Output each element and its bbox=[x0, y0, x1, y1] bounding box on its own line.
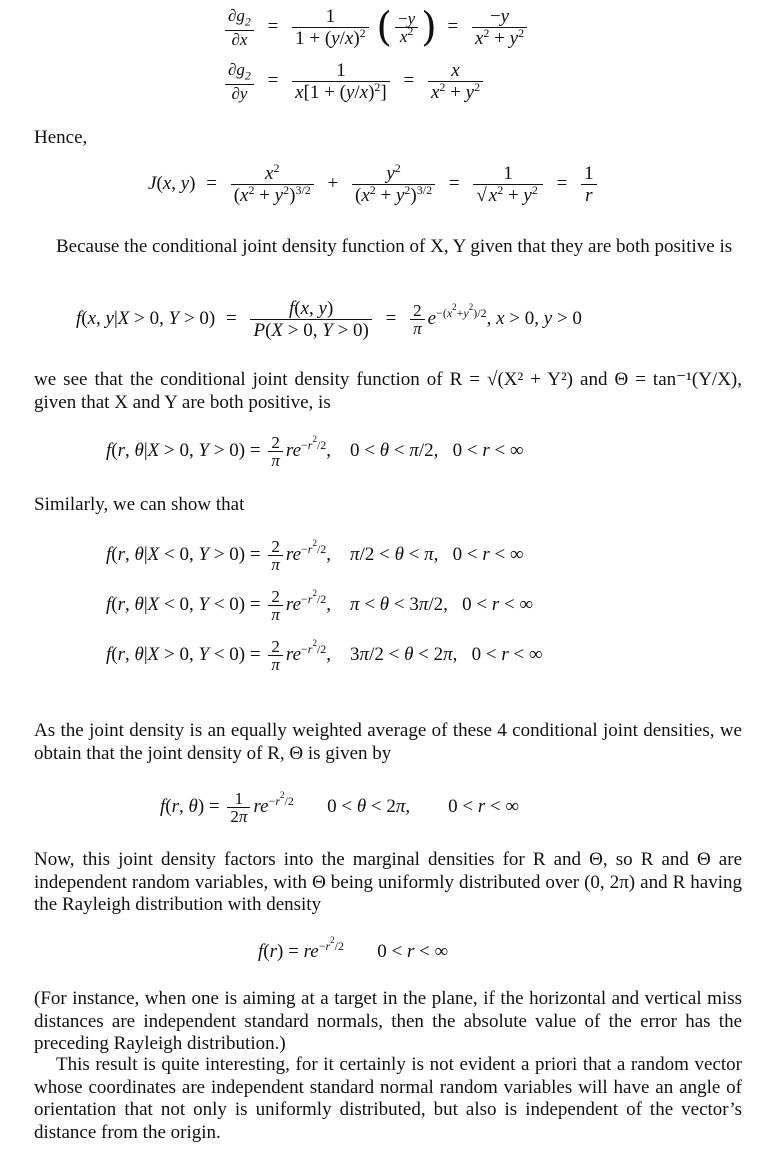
label-hence: Hence, bbox=[34, 127, 88, 148]
equation-conditional-xy: f(x, y|X > 0, Y > 0) = $\frac{f(x, y)}{P(X > 0, Y > 0)}$ = $\frac{2}{\pi}$ $e^{-(x^2+y^2)/2}$, x > 0, y > 0 bbox=[76, 298, 582, 341]
paragraph-polar-conditional-intro: we see that the conditional joint density function of R = √(X² + Y²) and Θ = tan⁻¹(Y/X), given that X and Y are both positive, is bbox=[34, 369, 742, 413]
equation-jacobian: J(x, y) = $\frac{x^2}{(x^2 + y^2)^{3/2}}$ + $\frac{y^2}{(x^2 + y^2)^{3/2}}$ = $\frac{1}{√ x^2 + y^2}$ = $\frac{1}{r}$ bbox=[148, 163, 600, 206]
paragraph-independence: Now, this joint density factors into the marginal densities for R and Θ, so R and Θ are independent random variables, with Θ being uniformly distributed over (0, 2π) and R having the Rayleigh distribution with density bbox=[34, 849, 742, 915]
equation-quadrant-4: f(r, θ|X > 0, Y < 0) = $\frac{2}{\pi}$ $re^{-r^2/2}$, 3π/2 < θ < 2π, 0 < r < ∞ bbox=[106, 637, 543, 674]
paragraph-interesting-result: This result is quite interesting, for it certainly is not evident a priori that a random vector whose coordinates are independent standard normal random variables will have an angle of orientation that not only is uniformly distributed, but also is independent of the vector’s distance from the origin. bbox=[34, 1054, 742, 1143]
equation-joint-density: f(r, θ) = $\frac{1}{2\pi}$ $re^{-r^2/2}$ 0 < θ < 2π, 0 < r < ∞ bbox=[160, 789, 520, 826]
paragraph-weighted-average: As the joint density is an equally weighted average of these 4 conditional joint densities, we obtain that the joint density of R, Θ is given by bbox=[34, 720, 742, 764]
equation-dg2-dx: $\frac{\partial g_2}{\partial x}$ = $\frac{1}{1 + (y/x)^2}$ ( $\frac{-y}{x^2}$ ) = $\frac{-y}{x^2 + y^2}$ bbox=[222, 6, 530, 49]
paragraph-example-target: (For instance, when one is aiming at a target in the plane, if the horizontal and vertical miss distances are independent standard normals, then the absolute value of the error has the preceding Rayleigh distribution.) bbox=[34, 988, 742, 1054]
equation-quadrant-1: f(r, θ|X > 0, Y > 0) = $\frac{2}{\pi}$ $re^{-r^2/2}$, 0 < θ < π/2, 0 < r < ∞ bbox=[106, 433, 524, 470]
equation-quadrant-2: f(r, θ|X < 0, Y > 0) = $\frac{2}{\pi}$ $re^{-r^2/2}$, π/2 < θ < π, 0 < r < ∞ bbox=[106, 537, 524, 574]
equation-rayleigh: $f(r) = re^{-r^2/2}$ 0 < r < ∞ bbox=[258, 935, 449, 962]
equation-dg2-dy: $\frac{\partial g_2}{\partial y}$ = $\frac{1}{x[1 + (y/x)^2]}$ = $\frac{x}{x^2 + y^2}$ bbox=[222, 60, 486, 103]
paragraph-conditional-density-intro: Because the conditional joint density function of X, Y given that they are both positive is bbox=[56, 236, 733, 257]
equation-quadrant-3: f(r, θ|X < 0, Y < 0) = $\frac{2}{\pi}$ $re^{-r^2/2}$, π < θ < 3π/2, 0 < r < ∞ bbox=[106, 587, 534, 624]
label-similarly: Similarly, we can show that bbox=[34, 494, 245, 515]
